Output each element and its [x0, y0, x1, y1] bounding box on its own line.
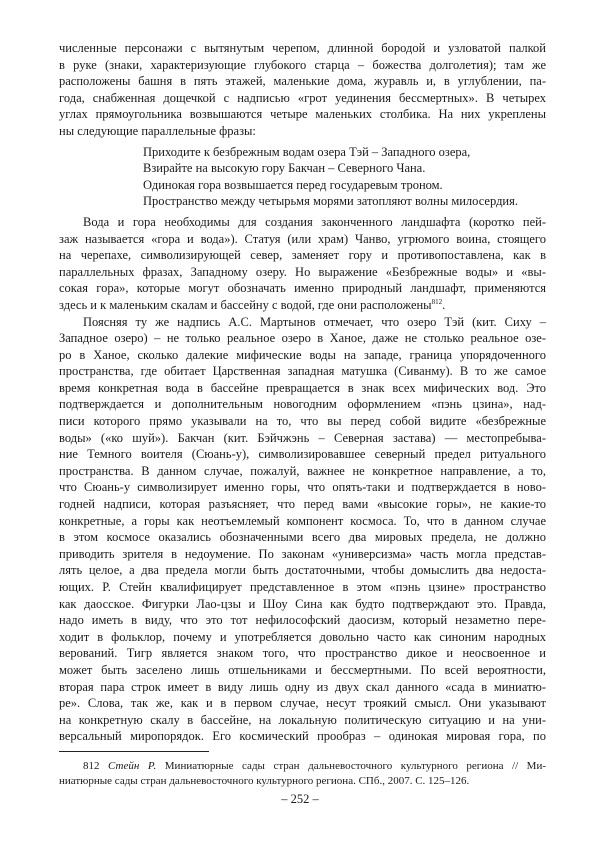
text-line: годней надписи, которая разъясняет, что перед вами «высокие горы», не какие-то	[59, 497, 546, 512]
text-line: расположены башня в пять этажей, маленькие дома, журавль и, в углублении, па-	[59, 74, 546, 89]
text-line: численные персонажи с вытянутым черепом, длинной бородой и узловатой палкой	[59, 41, 546, 55]
text-line: пространства. В данном случае, пожалуй, важнее не конкретное направление, а то,	[59, 463, 546, 478]
text-line: ние Темного воителя (Сюань-у), символизировавшее северный предел ритуального	[59, 447, 546, 462]
text-line	[59, 297, 546, 314]
quote-line: Взирайте на высокую гору Бакчан – Северного Чана.	[143, 161, 426, 176]
footnote-text: Миниатюрные сады стран дальневосточного культурного региона // Ми-	[164, 760, 546, 772]
text-line: ющих. Р. Стейн квалифицирует представленное в этом «пэнь цзине» пространство	[59, 580, 546, 594]
text-line: ре». Слова, так же, как и в первом случае, несут троякий смысл. Они указывают	[59, 696, 546, 711]
page-number: – 252 –	[281, 792, 319, 806]
text-line: Вода и гора необходимы для создания законченного ландшафта (коротко пей-	[83, 214, 546, 229]
text-line: Поясняя ту же надпись А.С. Мартынов отмечает, что озеро Тэй (кит. Сиху –	[83, 314, 546, 329]
main-text	[59, 40, 546, 745]
text-line: воды» («ко шуй»). Бакчан (кит. Бэйчжэнь – Северная застава) — местопребыва-	[59, 430, 546, 445]
text-line: вторая пара строк имеет в виду лишь одну из двух скал данного «сада в миниатю-	[59, 679, 546, 694]
text-line: заж называется «гора и вода»). Статуя (или храм) Чанво, угрюмого воина, стоящего	[59, 231, 546, 246]
footnote-line: ниатюрные сады стран дальневосточного культурного региона. СПб., 2007. С. 125–126.	[59, 774, 470, 787]
text-line: писи которого прямо указывали на то, что вы перед собой видите «безбрежные	[59, 414, 546, 429]
text-line: лять целое, а два предела могли быть достаточными, чтобы домыслить два недоста-	[59, 563, 546, 578]
text-line: версальный миропорядок. Его космический прообраз – одинокая мировая гора, по	[59, 729, 546, 744]
text-line-content: здесь и к маленьким скалам и бассейну с водой, где они расположены	[59, 297, 432, 312]
text-line: что Сюань-у символизирует именно горы, что опять-таки и подтверждается в ново-	[59, 480, 546, 495]
text-line: на черепахе, символизирующей север, заменяет гору и противопоставлена, как в	[59, 248, 546, 263]
text-line: ро в Ханое, сколько далекие мифические воды на западе, граница упорядоченного	[59, 347, 546, 362]
text-line: на конкретную скалу в бассейне, на локальную политическую ситуацию и на уни-	[59, 712, 546, 727]
quote-line: Приходите к безбрежным водам озера Тэй – Западного озера,	[143, 144, 471, 159]
text-line: ходит в фольклор, почему и употребляется довольно часто как синоним народных	[59, 629, 546, 644]
text-line: конкретные, а горы как неотъемлемый компонент космоса. То, что в данном случае	[59, 513, 546, 528]
text-line: верований. Тигр является знаком того, что пространство дикое и неосвоенное и	[59, 646, 546, 661]
text-line: параллельных фразах, Западному озеру. Но выражение «Безбрежные воды» и «вы-	[59, 264, 546, 279]
text-line: пространства, где обитает Царственная западная матушка (Сиванму). В то же самое	[59, 364, 546, 379]
parallel-phrases-quote	[143, 144, 546, 210]
footnote-author: Стейн Р.	[108, 760, 157, 772]
text-line: надо иметь в виду, что это тот нефилософский даосизм, который незаметно пере-	[59, 613, 546, 628]
footnote-line	[59, 759, 546, 774]
paragraph-martynov	[59, 314, 546, 745]
sentence-end: .	[442, 297, 446, 312]
text-line: может быть заселено лишь отшельниками и бессмертными. По всей вероятности,	[59, 662, 546, 677]
text-line: Западное озеро) – не только реальное озеро в Ханое, даже не столько реальное озе-	[59, 331, 546, 346]
footnote-number: 812	[83, 760, 100, 772]
text-line: как даосское. Фигурки Лао-цзы и Шоу Сина как будто подтверждают это. Правда,	[59, 596, 546, 611]
footnote	[59, 759, 546, 788]
paragraph-water-mountain	[59, 214, 546, 314]
quote-line: Пространство между четырьмя морями затопляют волны милосердия.	[143, 194, 518, 209]
paragraph-continuation	[59, 40, 546, 140]
text-line: приводить зрителя в недоумение. По законам «универсизма» часть могла представ-	[59, 546, 546, 561]
text-line: года, снабженная дощечкой с надписью «грот уединения бессмертных». В четырех	[59, 90, 546, 105]
text-line: в руке (знаки, характеризующие глубокого старца – божества долголетия); там же	[59, 57, 546, 72]
footnote-divider	[59, 751, 209, 752]
text-line: время конкретная вода в бассейне превращается в знак всех мифических вод. Это	[59, 380, 546, 395]
text-line: подтверждается и дополнительным новогодним оформлением «пэнь цзина», над-	[59, 397, 546, 412]
quote-line: Одинокая гора возвышается перед государевым троном.	[143, 177, 443, 192]
text-line: углах прямоугольника возвышаются четыре маленьких столбика. На них укреплены	[59, 107, 546, 122]
text-line: в этом космосе оказались обозначенными всего два мировых предела, не должно	[59, 530, 546, 545]
text-line: ны следующие параллельные фразы:	[59, 123, 256, 138]
footnote-reference[interactable]: 812	[431, 297, 443, 306]
text-line: сокая гора», которые могут обозначать именно природный ландшафт, применяются	[59, 281, 546, 296]
